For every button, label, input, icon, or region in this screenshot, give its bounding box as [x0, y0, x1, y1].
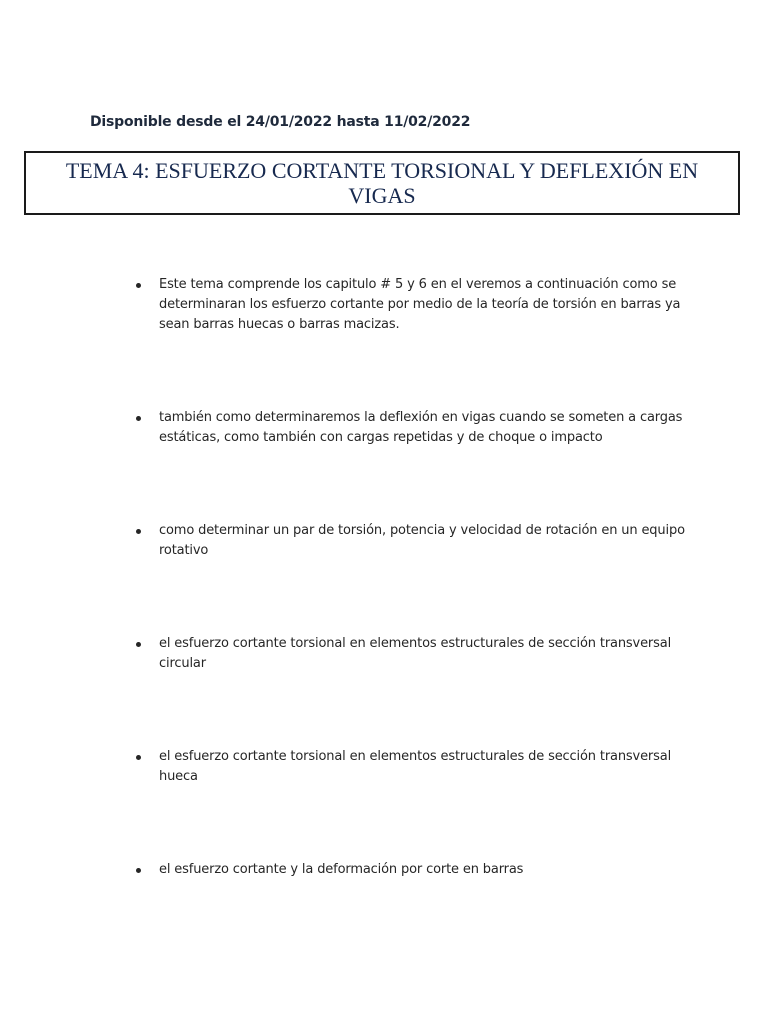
bullet-icon	[136, 283, 141, 288]
bullet-icon	[136, 529, 141, 534]
list-item	[136, 275, 696, 335]
list-item-text: el esfuerzo cortante y la deformación por corte en barras	[159, 862, 524, 877]
bullet-icon	[136, 642, 141, 647]
list-item	[136, 408, 696, 448]
list-item	[136, 747, 696, 787]
bullet-icon	[136, 755, 141, 760]
page-title: TEMA 4: ESFUERZO CORTANTE TORSIONAL Y DEFLEXIÓN EN VIGAS	[65, 158, 699, 208]
list-item-text: como determinar un par de torsión, potencia y velocidad de rotación en un equipo rotativo	[159, 523, 685, 558]
list-item	[136, 860, 696, 880]
list-item-text: el esfuerzo cortante torsional en elementos estructurales de sección transversal hueca	[159, 749, 672, 784]
list-item-text: Este tema comprende los capitulo # 5 y 6 en el veremos a continuación como se determinaran los esfuerzo cortante por medio de la teoría de torsión en barras ya sean barras huecas o barras macizas.	[159, 277, 681, 332]
list-item	[136, 634, 696, 674]
availability-dates: Disponible desde el 24/01/2022 hasta 11/02/2022	[90, 114, 471, 130]
bullet-icon	[136, 868, 141, 873]
bullet-icon	[136, 416, 141, 421]
list-item-text: también como determinaremos la deflexión en vigas cuando se someten a cargas estáticas, como también con cargas repetidas y de choque o impacto	[159, 410, 683, 445]
list-item	[136, 521, 696, 561]
list-item-text: el esfuerzo cortante torsional en elementos estructurales de sección transversal circular	[159, 636, 672, 671]
title-box	[24, 151, 740, 215]
